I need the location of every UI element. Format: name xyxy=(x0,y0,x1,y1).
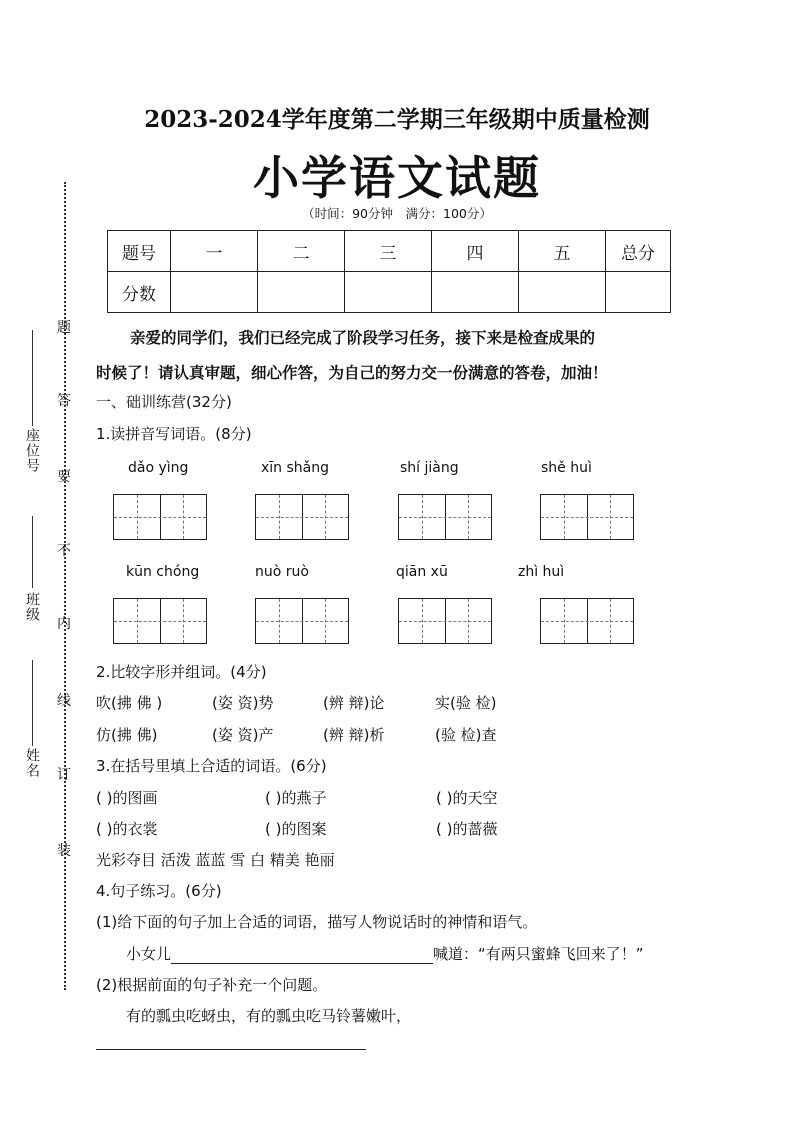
writing-grid[interactable] xyxy=(398,598,492,644)
class-blank[interactable] xyxy=(32,516,33,588)
sentence-fill-row xyxy=(126,943,644,964)
binding-char: 不 xyxy=(57,543,71,559)
class-label: 班级 xyxy=(24,592,40,622)
question-3-title: 3.在括号里填上合适的词语。(6分) xyxy=(96,757,327,775)
section-1-title: 一、础训练营(32分) xyxy=(96,393,232,411)
name-blank[interactable] xyxy=(32,660,33,746)
question-4-sub1: (1)给下面的句子加上合适的词语，描写人物说话时的神情和语气。 xyxy=(96,913,538,931)
score-table-cell: 五 xyxy=(519,231,606,272)
pinyin-label: kūn chóng xyxy=(126,564,200,580)
pinyin-label: xīn shǎng xyxy=(261,460,330,476)
sentence-lead: 小女儿 xyxy=(126,945,172,963)
sentence-tail: 喊道：“有两只蜜蜂飞回来了！” xyxy=(433,945,644,963)
seat-number-label: 座位号 xyxy=(24,428,40,473)
binding-char: 订 xyxy=(57,767,71,783)
sentence-text: 有的瓢虫吃蚜虫，有的瓢虫吃马铃薯嫩叶， xyxy=(126,1007,412,1025)
score-table xyxy=(107,230,671,313)
question-4-title: 4.句子练习。(6分) xyxy=(96,882,222,900)
binding-char: 内 xyxy=(57,616,71,632)
pinyin-label: shí jiàng xyxy=(400,460,459,476)
pinyin-label: shě huì xyxy=(541,460,592,476)
compare-item[interactable]: 仿(拂 佛) xyxy=(96,726,158,744)
score-table-header-row xyxy=(108,231,671,272)
score-input-cell[interactable] xyxy=(171,272,258,313)
writing-grid[interactable] xyxy=(540,494,634,540)
compare-item[interactable]: 吹(拂 佛 ) xyxy=(96,694,163,712)
writing-grid[interactable] xyxy=(113,494,207,540)
fill-blank-item[interactable]: ( )的衣裳 xyxy=(96,820,158,838)
score-input-cell[interactable] xyxy=(258,272,345,313)
score-table-cell: 四 xyxy=(432,231,519,272)
score-input-cell[interactable] xyxy=(606,272,671,313)
name-label: 姓名 xyxy=(24,748,40,778)
seat-number-blank[interactable] xyxy=(32,330,33,426)
fill-blank-item[interactable]: ( )的蔷薇 xyxy=(436,820,498,838)
question-1-title: 1.读拼音写词语。(8分) xyxy=(96,425,252,443)
compare-item[interactable]: (验 检)查 xyxy=(435,726,497,744)
word-bank: 光彩夺目 活泼 蓝蓝 雪 白 精美 艳丽 xyxy=(96,851,335,869)
fill-blank-item[interactable]: ( )的燕子 xyxy=(265,789,327,807)
binding-char: 装 xyxy=(57,843,71,859)
writing-grid[interactable] xyxy=(398,494,492,540)
score-table-cell: 题号 xyxy=(108,231,171,272)
score-table-cell: 三 xyxy=(345,231,432,272)
writing-grid[interactable] xyxy=(255,494,349,540)
binding-char: 答 xyxy=(57,393,71,409)
intro-line-2: 时候了！请认真审题，细心作答，为自己的努力交一份满意的答卷，加油！ xyxy=(96,363,608,382)
exam-title: 2023-2024学年度第二学期三年级期中质量检测 xyxy=(144,106,650,133)
pinyin-label: qiān xū xyxy=(396,564,448,580)
answer-blank[interactable] xyxy=(171,945,433,964)
pinyin-label: dǎo yìng xyxy=(128,460,189,476)
writing-grid[interactable] xyxy=(540,598,634,644)
compare-item[interactable]: (姿 资)产 xyxy=(212,726,274,744)
score-input-cell[interactable] xyxy=(345,272,432,313)
compare-item[interactable]: (姿 资)势 xyxy=(212,694,274,712)
score-table-cell: 总分 xyxy=(606,231,671,272)
fill-blank-item[interactable]: ( )的天空 xyxy=(436,789,498,807)
pinyin-label: zhì huì xyxy=(518,564,565,580)
paper-title: 小学语文试题 xyxy=(253,151,541,205)
compare-item[interactable]: (辨 辩)析 xyxy=(323,726,385,744)
question-4-sub2: (2)根据前面的句子补充一个问题。 xyxy=(96,976,328,994)
score-table-cell: 二 xyxy=(258,231,345,272)
intro-line-1: 亲爱的同学们，我们已经完成了阶段学习任务，接下来是检查成果的 xyxy=(130,328,596,347)
score-input-cell[interactable] xyxy=(432,272,519,313)
question-2-title: 2.比较字形并组词。(4分) xyxy=(96,663,267,681)
binding-char: 线 xyxy=(57,693,71,709)
binding-char: 要 xyxy=(57,469,71,485)
score-table-score-row xyxy=(108,272,671,313)
exam-info: （时间：90分钟 满分：100分） xyxy=(302,206,492,221)
compare-item[interactable]: (辨 辩)论 xyxy=(323,694,385,712)
score-table-cell: 一 xyxy=(171,231,258,272)
writing-grid[interactable] xyxy=(113,598,207,644)
score-input-cell[interactable] xyxy=(519,272,606,313)
writing-grid[interactable] xyxy=(255,598,349,644)
compare-item[interactable]: 实(验 检) xyxy=(435,694,497,712)
score-table-cell: 分数 xyxy=(108,272,171,313)
answer-line[interactable] xyxy=(96,1049,366,1050)
binding-dotted-line xyxy=(64,182,66,990)
pinyin-label: nuò ruò xyxy=(255,564,309,580)
binding-char: 题 xyxy=(57,320,71,336)
fill-blank-item[interactable]: ( )的图画 xyxy=(96,789,158,807)
fill-blank-item[interactable]: ( )的图案 xyxy=(265,820,327,838)
